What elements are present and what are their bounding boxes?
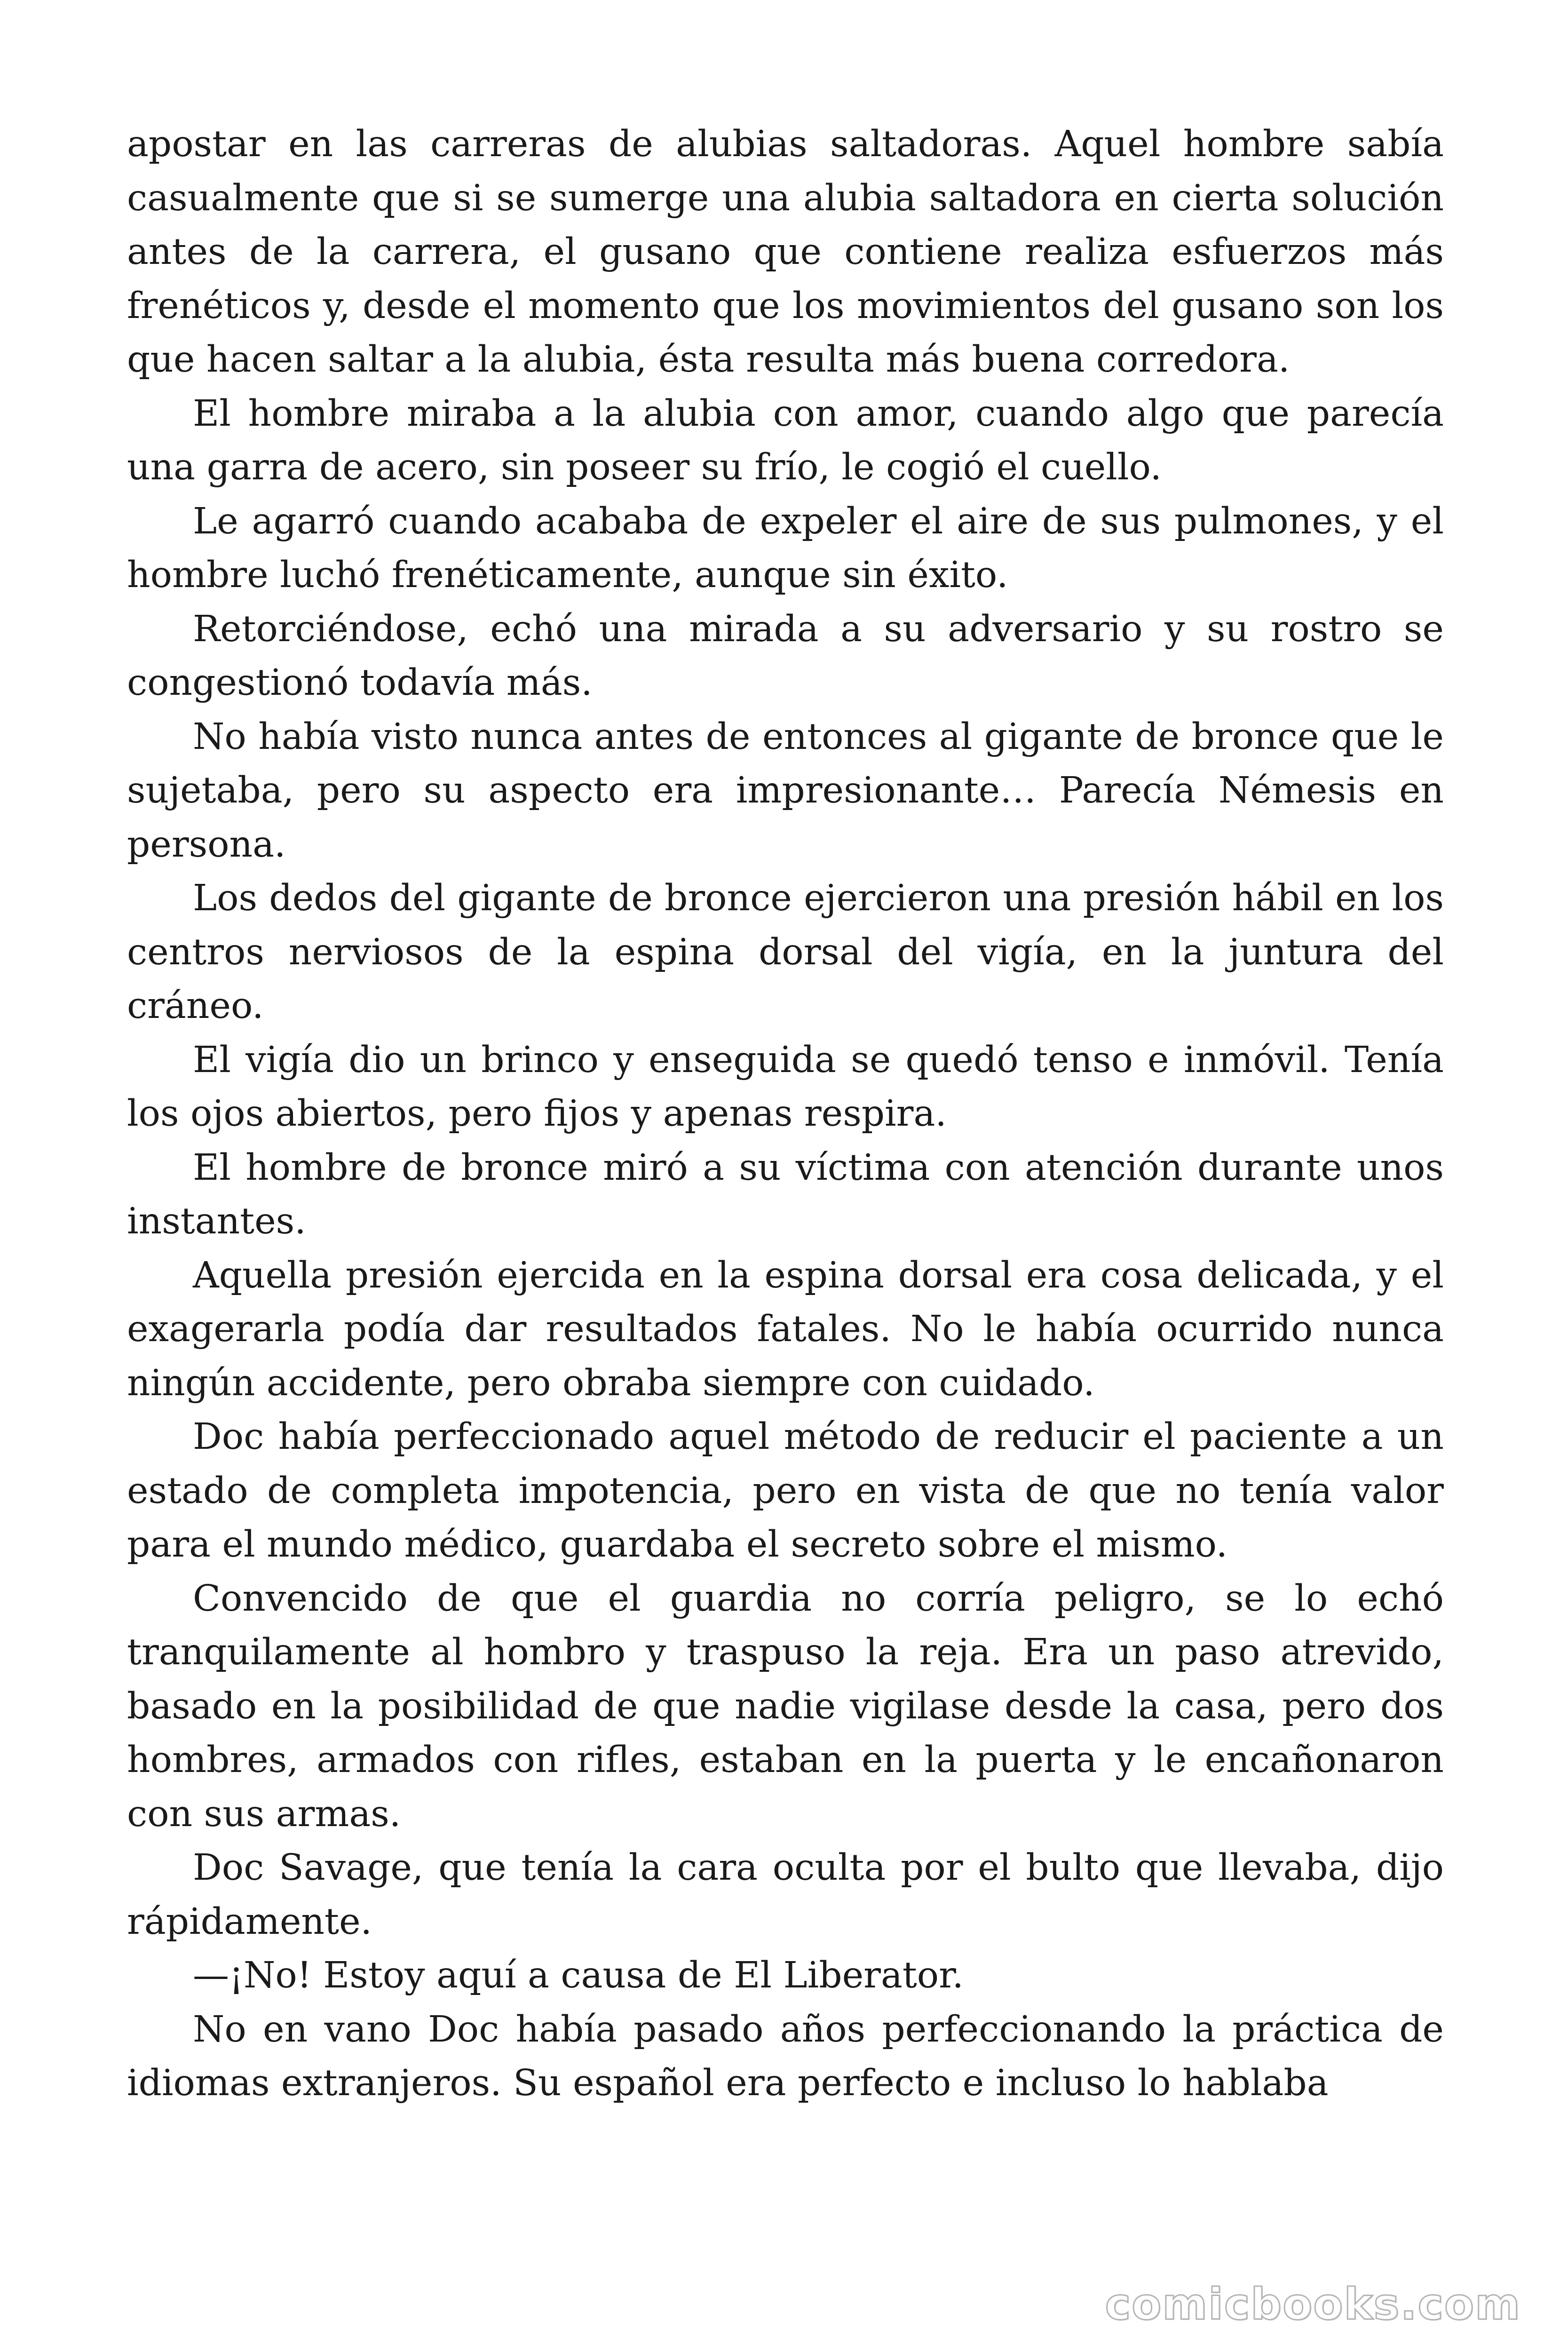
paragraph: apostar en las carreras de alubias saltadoras. Aquel hombre sabía casualmente que si se sumerge una alubia saltadora en cierta solución antes de la carrera, el gusano que contiene realiza esfuerzos más frenéticos y, desde el momento que los movimientos del gusano son los que hacen saltar a la alubia, ésta resulta más buena corredora.: [127, 123, 1444, 381]
paragraph: Aquella presión ejercida en la espina dorsal era cosa delicada, y el exagerarla podía dar resultados fatales. No le había ocurrido nunca ningún accidente, pero obraba siempre con cuidado.: [127, 1254, 1444, 1404]
paragraph: No había visto nunca antes de entonces al gigante de bronce que le sujetaba, pero su aspecto era impresionante… Parecía Némesis en persona.: [127, 715, 1444, 866]
paragraph: Los dedos del gigante de bronce ejercieron una presión hábil en los centros nerviosos de la espina dorsal del vigía, en la juntura del cráneo.: [127, 877, 1444, 1027]
paragraph: Convencido de que el guardia no corría peligro, se lo echó tranquilamente al hombro y traspuso la reja. Era un paso atrevido, basado en la posibilidad de que nadie vigilase desde la casa, pero dos hombres, armados con rifles, estaban en la puerta y le encañonaron con sus armas.: [127, 1577, 1444, 1835]
watermark: comicbooks.com: [1105, 2279, 1521, 2329]
paragraph: Retorciéndose, echó una mirada a su adversario y su rostro se congestionó todavía más.: [127, 608, 1444, 704]
paragraph: El hombre miraba a la alubia con amor, cuando algo que parecía una garra de acero, sin poseer su frío, le cogió el cuello.: [127, 392, 1444, 488]
paragraph: Doc había perfeccionado aquel método de reducir el paciente a un estado de completa impotencia, pero en vista de que no tenía valor para el mundo médico, guardaba el secreto sobre el mismo.: [127, 1416, 1444, 1565]
paragraph: —¡No! Estoy aquí a causa de El Liberator.: [193, 1955, 964, 1996]
paragraph: Le agarró cuando acababa de expeler el aire de sus pulmones, y el hombre luchó frenéticamente, aunque sin éxito.: [127, 500, 1444, 596]
paragraph: Doc Savage, que tenía la cara oculta por el bulto que llevaba, dijo rápidamente.: [127, 1847, 1444, 1943]
paragraph: El hombre de bronce miró a su víctima con atención durante unos instantes.: [127, 1146, 1444, 1242]
paragraph: No en vano Doc había pasado años perfeccionando la práctica de idiomas extranjeros. Su español era perfecto e incluso lo hablaba: [127, 2008, 1444, 2104]
body-text: [127, 118, 1444, 2111]
paragraph: El vigía dio un brinco y enseguida se quedó tenso e inmóvil. Tenía los ojos abiertos, pero fijos y apenas respira.: [127, 1039, 1444, 1135]
